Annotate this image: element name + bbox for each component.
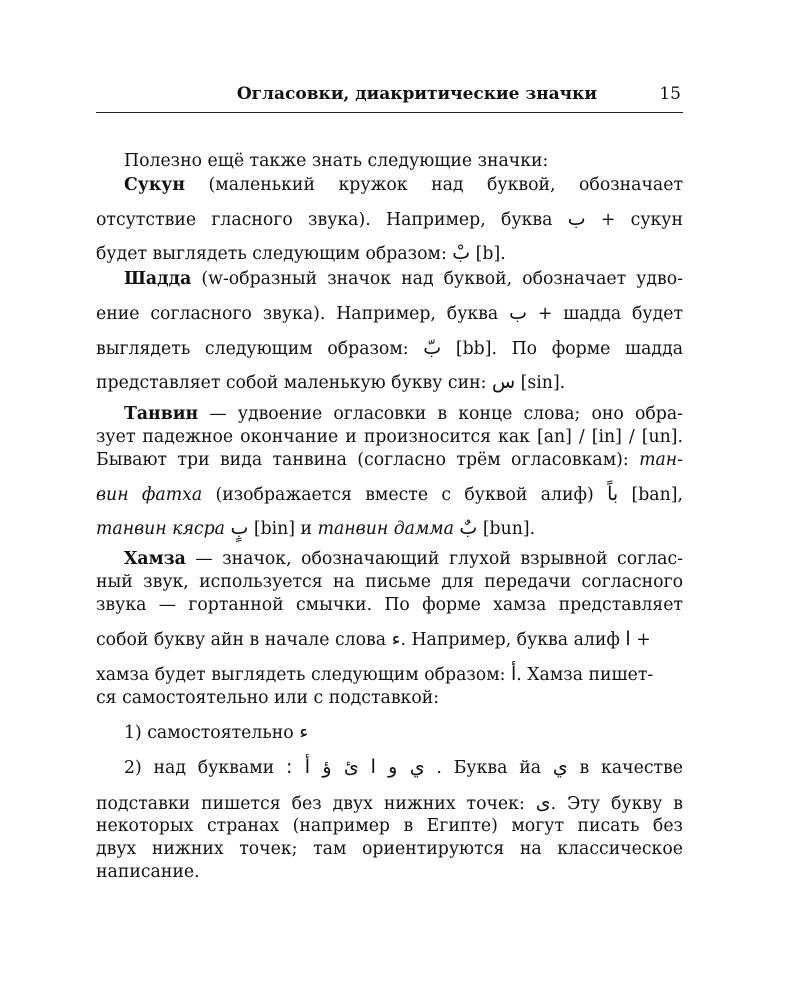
text-line: двух нижних точек; там ориентируются на классическое <box>96 839 683 859</box>
arabic-glyph: بٍ <box>230 517 249 539</box>
text-line: зует падежное окончание и произносится как [an] / [in] / [un]. <box>96 427 683 447</box>
arabic-glyph: بٌ <box>459 517 478 539</box>
arabic-glyph: ء <box>299 721 309 743</box>
list-item: 1) самостоятельно ء <box>124 721 309 743</box>
arabic-glyph: ي <box>552 756 568 778</box>
term-shadda: Шадда <box>124 269 192 289</box>
running-header <box>96 84 683 113</box>
term-tanwin: Танвин <box>124 404 199 424</box>
arabic-glyph: ى <box>535 792 551 814</box>
text-line: написание. <box>96 862 200 882</box>
arabic-glyph: س <box>491 371 516 393</box>
page-number: 15 <box>659 84 681 104</box>
paragraph-tanwin: Танвин — удвоение огласовки в конце слова; оно обра- <box>124 404 683 424</box>
text-line: звука — гортанной смычки. По форме хамза представляет <box>96 595 683 615</box>
text-line: Бывают три вида танвина (согласно трём огласовкам): тан- <box>96 450 683 470</box>
text-line: будет выглядеть следующим образом: بْ [b]. <box>96 242 506 264</box>
arabic-glyph: باً <box>607 483 619 505</box>
text-line: ение согласного звука). Например, буква ب + шадда будет <box>96 302 684 324</box>
term-hamza: Хамза <box>124 549 186 569</box>
text-line: отсутствие гласного звука). Например, буква ب + сукун <box>96 208 683 230</box>
text-line: ный звук, используется на письме для передачи согласного <box>96 572 683 592</box>
arabic-glyph: ب <box>509 302 527 324</box>
text-line: ся самостоятельно или с подставкой: <box>96 688 440 708</box>
list-item: 2) над буквами ئ ؤ أ : ي و ا . Буква йа ي в качестве <box>124 756 684 778</box>
text-line: танвин кясра بٍ [bin] и танвин дамма بٌ [bun]. <box>96 517 536 539</box>
paragraph-hamza: Хамза — значок, обозначающий глухой взрывной соглас- <box>124 549 683 569</box>
text-line: вин фатха (изображается вместе с буквой алиф) باً [ban], <box>96 483 683 505</box>
arabic-glyph: ي و ا <box>370 756 425 778</box>
arabic-glyph: ء <box>391 628 401 650</box>
text-line: подставки пишется без двух нижних точек: ى. Эту букву в <box>96 792 683 814</box>
text-line: некоторых странах (например в Египте) могут писать без <box>96 816 683 836</box>
paragraph-shadda: Шадда (w-образный значок над буквой, обозначает удво- <box>124 269 683 289</box>
text-line: собой букву айн в начале слова ء. Например, буква алиф ا + <box>96 628 651 650</box>
text-line: выглядеть следующим образом: بّ [bb]. По форме шадда <box>96 337 684 359</box>
text-line: хамза будет выглядеть следующим образом: أ. Хамза пишет- <box>96 663 654 685</box>
arabic-glyph: ا <box>625 628 631 650</box>
arabic-glyph: ئ ؤ أ : <box>285 756 359 778</box>
paragraph-sukun: Сукун (маленький кружок над буквой, обозначает <box>124 175 684 195</box>
arabic-glyph: أ <box>510 663 517 685</box>
arabic-glyph: بْ <box>452 242 471 264</box>
text-line: представляет собой маленькую букву син: س [sin]. <box>96 371 566 393</box>
text-line: Полезно ещё также знать следующие значки: <box>124 151 549 171</box>
arabic-glyph: بّ <box>423 337 442 359</box>
header-title: Огласовки, диакритические значки <box>236 84 597 104</box>
term-sukun: Сукун <box>124 175 186 195</box>
arabic-glyph: ب <box>567 208 586 230</box>
